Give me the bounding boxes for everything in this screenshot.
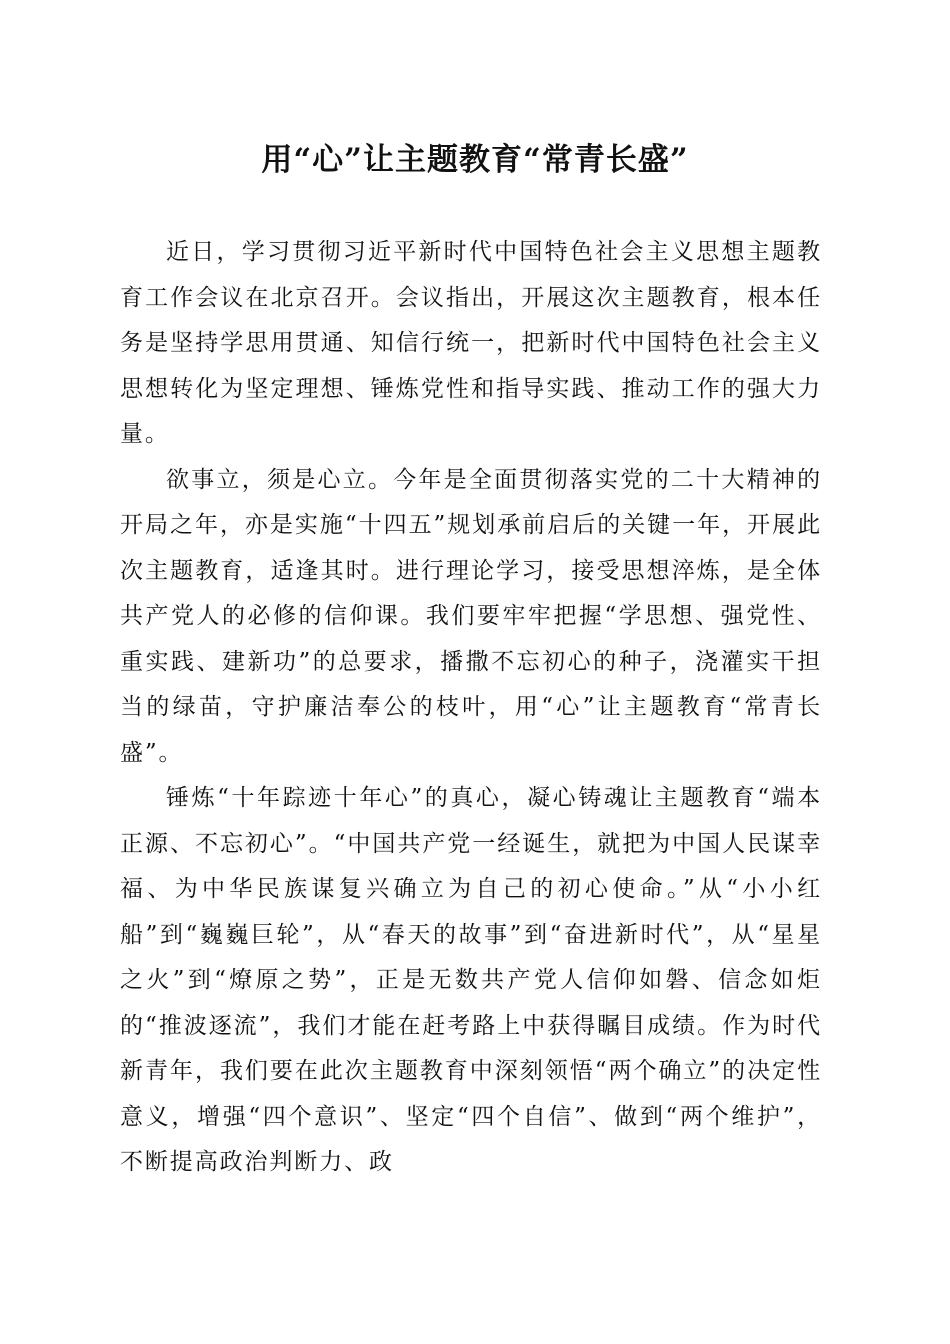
paragraph: 欲事立，须是心立。今年是全面贯彻落实党的二十大精神的开局之年，亦是实施“十四五”规划承前启后的关键一年，开展此次主题教育，适逢其时。进行理论学习，接受思想淬炼，是全体共产党人的必修的信仰课。我们要牢牢把握“学思想、强党性、重实践、建新功”的总要求，播撒不忘初心的种子，浇灌实干担当的绿苗，守护廉洁奉公的枝叶，用“心”让主题教育“常青长盛”。 [120,466,822,766]
document-body [120,230,822,1186]
paragraph: 锤炼“十年踪迹十年心”的真心，凝心铸魂让主题教育“端本正源、不忘初心”。“中国共产党一经诞生，就把为中国人民谋幸福、为中华民族谋复兴确立为自己的初心使命。”从“小小红船”到“巍巍巨轮”，从“春天的故事”到“奋进新时代”，从“星星之火”到“燎原之势”，正是无数共产党人信仰如磐、信念如炬的“推波逐流”，我们才能在赶考路上中获得瞩目成绩。作为时代新青年，我们要在此次主题教育中深刻领悟“两个确立”的决定性意义，增强“四个意识”、坚定“四个自信”、做到“两个维护”，不断提高政治判断力、政 [120,785,822,1175]
paragraph: 近日，学习贯彻习近平新时代中国特色社会主义思想主题教育工作会议在北京召开。会议指出，开展这次主题教育，根本任务是坚持学思用贯通、知信行统一，把新时代中国特色社会主义思想转化为坚定理想、锤炼党性和指导实践、推动工作的强大力量。 [120,239,822,447]
document-title: 用“心”让主题教育“常青长盛” [261,142,689,178]
